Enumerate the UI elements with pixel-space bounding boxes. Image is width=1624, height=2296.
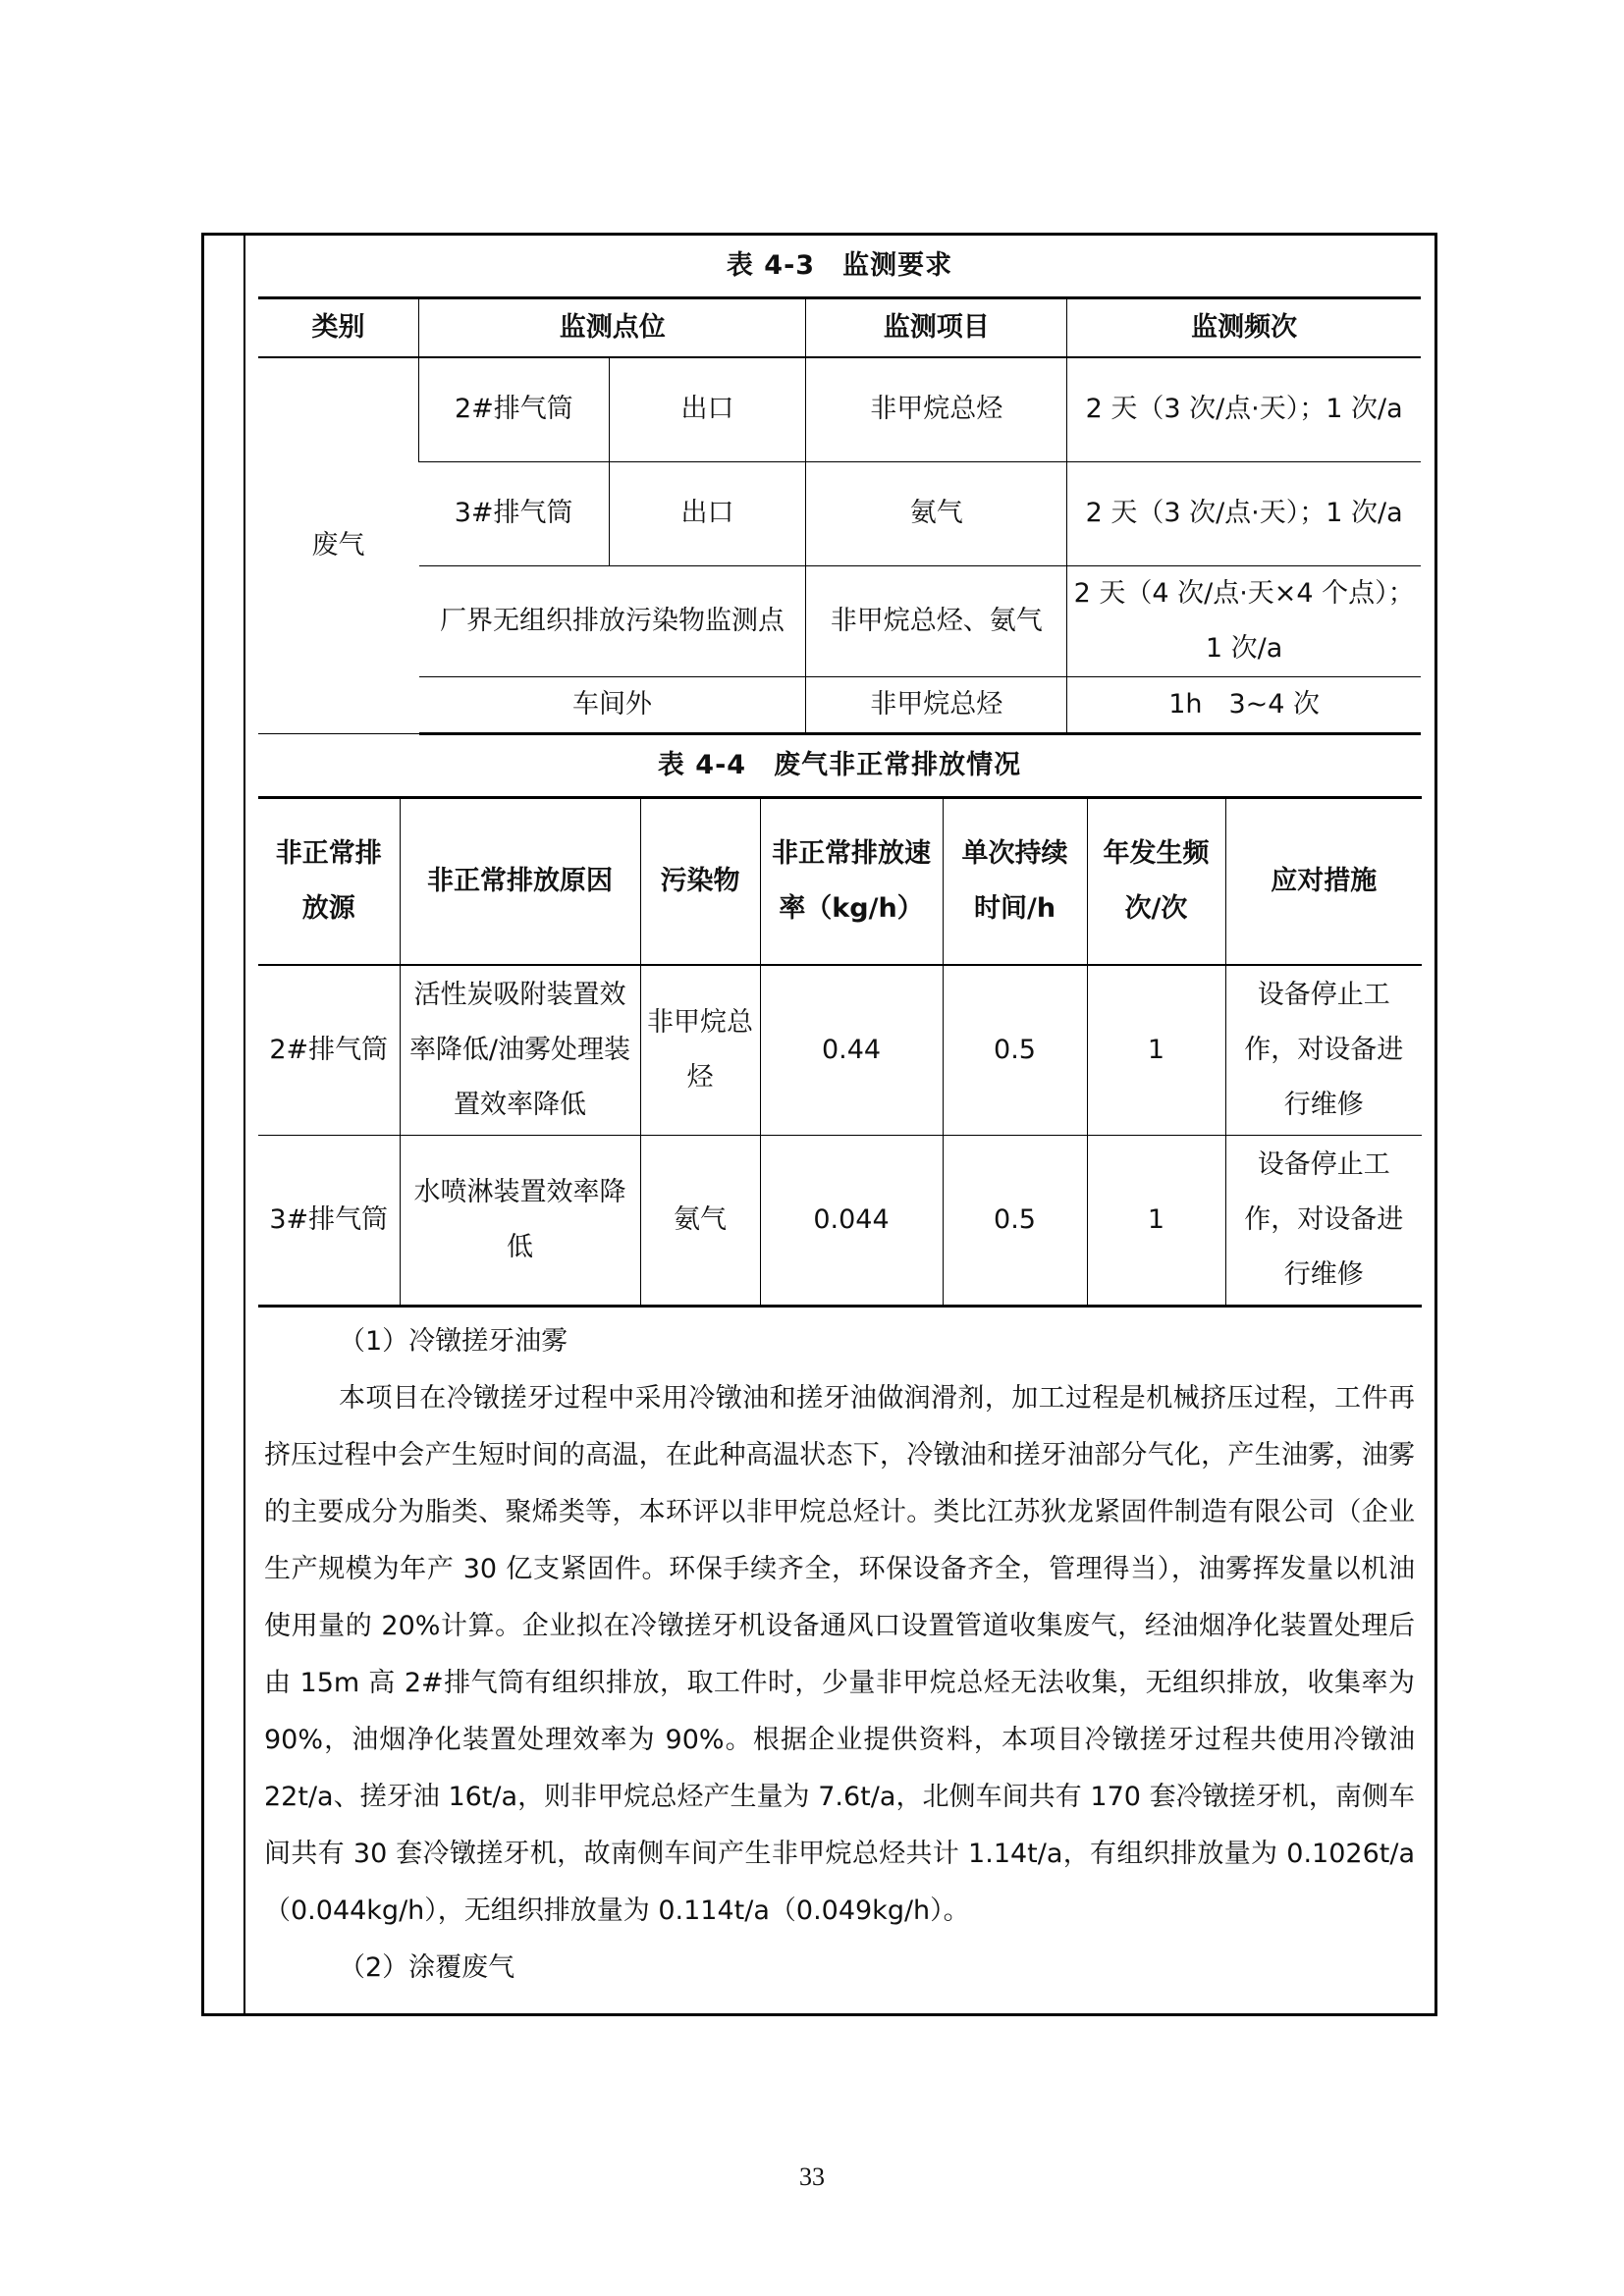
document-frame <box>201 233 1437 2016</box>
header-frequency: 监测频次 <box>1067 298 1421 358</box>
header-pollutant: 污染物 <box>640 797 760 965</box>
measure-cell: 设备停止工作，对设备进行维修 <box>1225 965 1422 1136</box>
item-cell: 非甲烷总烃、氨气 <box>806 565 1067 676</box>
monitoring-requirements-table <box>258 296 1421 735</box>
header-rate: 非正常排放速率（kg/h） <box>760 797 943 965</box>
header-source: 非正常排放源 <box>258 797 400 965</box>
header-point: 监测点位 <box>419 298 806 358</box>
table-row <box>258 461 1421 565</box>
frequency-cell: 1h 3~4 次 <box>1067 676 1421 733</box>
position-cell: 出口 <box>609 357 806 461</box>
table-4-3-title: 表 4-3 监测要求 <box>726 250 953 281</box>
point-cell: 车间外 <box>419 676 806 733</box>
rate-cell: 0.44 <box>760 965 943 1136</box>
frequency-cell: 2 天（3 次/点·天）；1 次/a <box>1067 357 1421 461</box>
section-heading-oil-mist: （1）冷镦搓牙油雾 <box>339 1325 568 1357</box>
frequency-cell: 2 天（3 次/点·天）；1 次/a <box>1067 461 1421 565</box>
point-cell: 2#排气筒 <box>419 357 610 461</box>
reason-cell: 活性炭吸附装置效率降低/油雾处理装置效率降低 <box>400 965 640 1136</box>
annual-frequency-cell: 1 <box>1087 965 1225 1136</box>
rate-cell: 0.044 <box>760 1135 943 1306</box>
measure-cell: 设备停止工作，对设备进行维修 <box>1225 1135 1422 1306</box>
reason-cell: 水喷淋装置效率降低 <box>400 1135 640 1306</box>
page-content <box>258 236 1421 2013</box>
table-header-row <box>258 797 1422 965</box>
annual-frequency-cell: 1 <box>1087 1135 1225 1306</box>
position-cell: 出口 <box>609 461 806 565</box>
duration-cell: 0.5 <box>943 1135 1087 1306</box>
header-duration: 单次持续时间/h <box>943 797 1087 965</box>
table-row <box>258 565 1421 676</box>
frequency-cell: 2 天（4 次/点·天×4 个点）；1 次/a <box>1067 565 1421 676</box>
category-cell: 废气 <box>258 357 419 733</box>
item-cell: 非甲烷总烃 <box>806 676 1067 733</box>
header-reason: 非正常排放原因 <box>400 797 640 965</box>
margin-rule <box>244 236 245 2013</box>
item-cell: 氨气 <box>806 461 1067 565</box>
table-4-4-title: 表 4-4 废气非正常排放情况 <box>657 749 1022 780</box>
header-annual-frequency: 年发生频次/次 <box>1087 797 1225 965</box>
table-row <box>258 676 1421 733</box>
table-header-row <box>258 298 1421 358</box>
table-row <box>258 1135 1422 1306</box>
header-item: 监测项目 <box>806 298 1067 358</box>
table-row <box>258 357 1421 461</box>
duration-cell: 0.5 <box>943 965 1087 1136</box>
table-row <box>258 965 1422 1136</box>
item-cell: 非甲烷总烃 <box>806 357 1067 461</box>
source-cell: 3#排气筒 <box>258 1135 400 1306</box>
source-cell: 2#排气筒 <box>258 965 400 1136</box>
pollutant-cell: 非甲烷总烃 <box>640 965 760 1136</box>
section-heading-coating-gas: （2）涂覆废气 <box>339 1951 515 1983</box>
header-category: 类别 <box>258 298 419 358</box>
abnormal-emission-table <box>258 796 1422 1308</box>
header-measure: 应对措施 <box>1225 797 1422 965</box>
point-cell: 3#排气筒 <box>419 461 610 565</box>
body-paragraph: 本项目在冷镦搓牙过程中采用冷镦油和搓牙油做润滑剂，加工过程是机械挤压过程，工件再挤压过程中会产生短时间的高温，在此种高温状态下，冷镦油和搓牙油部分气化，产生油雾，油雾的主要成分为脂类、聚烯类等，本环评以非甲烷总烃计。类比江苏狄龙紧固件制造有限公司（企业生产规模为年产 30 亿支紧固件。环保手续齐全，环保设备齐全，管理得当），油雾挥发量以机油使用量的 20%计算。企业拟在冷镦搓牙机设备通风口设置管道收集废气，经油烟净化装置处理后由 15m 高 2#排气筒有组织排放，取工件时，少量非甲烷总烃无法收集，无组织排放，收集率为 90%，油烟净化装置处理效率为 90%。根据企业提供资料，本项目冷镦搓牙过程共使用冷镦油 22t/a、搓牙油 16t/a，则非甲烷总烃产生量为 7.6t/a，北侧车间共有 170 套冷镦搓牙机，南侧车间共有 30 套冷镦搓牙机，故南侧车间产生非甲烷总烃共计 1.14t/a，有组织排放量为 0.1026t/a（0.044kg/h），无组织排放量为 0.114t/a（0.049kg/h）。 <box>264 1382 1415 1926</box>
pollutant-cell: 氨气 <box>640 1135 760 1306</box>
point-cell: 厂界无组织排放污染物监测点 <box>419 565 806 676</box>
page-number: 33 <box>799 2163 825 2191</box>
